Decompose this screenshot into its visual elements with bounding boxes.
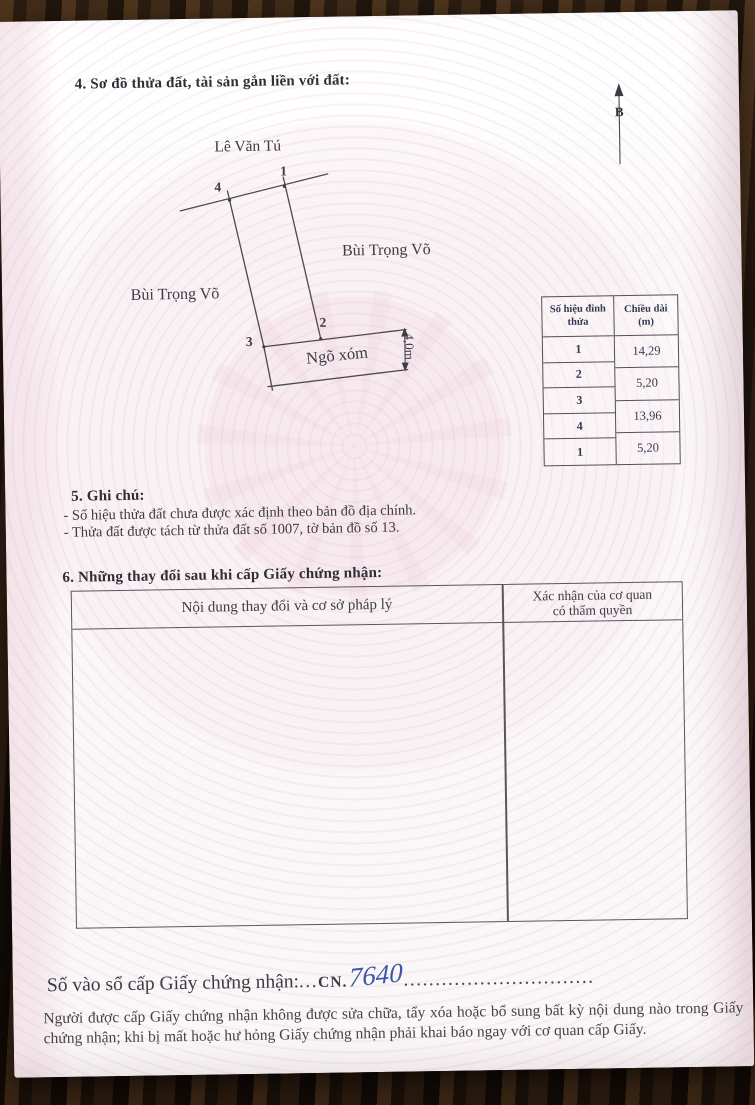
vertex-id-cell: 2: [543, 362, 614, 389]
changes-col2-header: Xác nhận của cơ quan có thẩm quyền: [532, 586, 653, 618]
edge-4-3: [227, 190, 264, 347]
neighbor-left-label: Bùi Trọng Võ: [130, 285, 220, 304]
vertex-id-cell: 1: [543, 336, 614, 363]
registry-dots-trailing: ..............................: [403, 966, 595, 991]
section5-note: - Thửa đất được tách từ thửa đất số 1007, tờ bản đồ số 13.: [63, 519, 400, 541]
length-cell: 13,96: [616, 400, 679, 433]
vertex-3-label: 3: [245, 333, 253, 350]
section5-title: 5. Ghi chú:: [71, 487, 145, 505]
vertex-2-label: 2: [319, 314, 327, 330]
section6-title: 6. Những thay đổi sau khi cấp Giấy chứng nhận:: [62, 564, 383, 586]
registry-code-prefix: CN.: [317, 973, 348, 991]
vertex-id-header: Số hiệu đỉnh thửa: [542, 296, 614, 337]
section5-note: - Số hiệu thửa đất chưa được xác định theo bản đồ địa chính.: [63, 502, 417, 524]
footer-warning-note: Người được cấp Giấy chứng nhận không được sửa chữa, tẩy xóa hoặc bổ sung bất kỳ nội dung nào trong Giấy chứng nhận; khi bị mất hoặc hư hỏng Giấy chứng nhận phải khai báo ngay với cơ quan cấp Giấy.: [43, 999, 744, 1047]
north-label: B: [614, 104, 624, 120]
road-bottom-line: [267, 369, 408, 386]
changes-table-divider: [502, 585, 509, 921]
changes-table: [71, 581, 688, 929]
vertex-1-label: 1: [280, 163, 287, 179]
length-header: Chiều dài (m): [614, 295, 678, 336]
vertex-id-cell: 4: [544, 413, 615, 440]
length-cell: 14,29: [615, 335, 678, 368]
vertex-id-column: [542, 296, 617, 465]
registry-label: Số vào sổ cấp Giấy chứng nhận:: [46, 971, 300, 997]
neighbor-top-label: Lê Văn Tú: [214, 137, 282, 156]
registry-number-line: [47, 959, 595, 999]
changes-col1-header: Nội dung thay đổi và cơ sở pháp lý: [181, 596, 393, 617]
vertex-id-cell: 1: [576, 444, 584, 459]
length-cell: 5,20: [615, 367, 678, 400]
boundary-top-line: [179, 174, 329, 211]
edge-1-2: [283, 176, 321, 339]
length-column: [614, 295, 680, 464]
vertex-3-point: [262, 345, 265, 348]
vertex-4-label: 4: [214, 179, 222, 195]
edge-below-3: [264, 347, 273, 391]
length-cell: 5,20: [636, 440, 660, 455]
road-width-label: 4,0m: [401, 333, 418, 360]
registry-dots-leading: ...: [298, 970, 319, 993]
certificate-page: [0, 10, 754, 1077]
road-label: Ngõ xóm: [305, 342, 369, 368]
section4-title: 4. Sơ đồ thửa đất, tài sản gắn liền với đất:: [74, 72, 351, 93]
north-arrow-icon: [601, 82, 638, 169]
registry-handwritten-number: 7640: [348, 957, 403, 993]
vertex-id-cell: 3: [544, 387, 615, 414]
neighbor-right-label: Bùi Trọng Võ: [341, 241, 431, 260]
vertex-length-table: [541, 294, 681, 466]
